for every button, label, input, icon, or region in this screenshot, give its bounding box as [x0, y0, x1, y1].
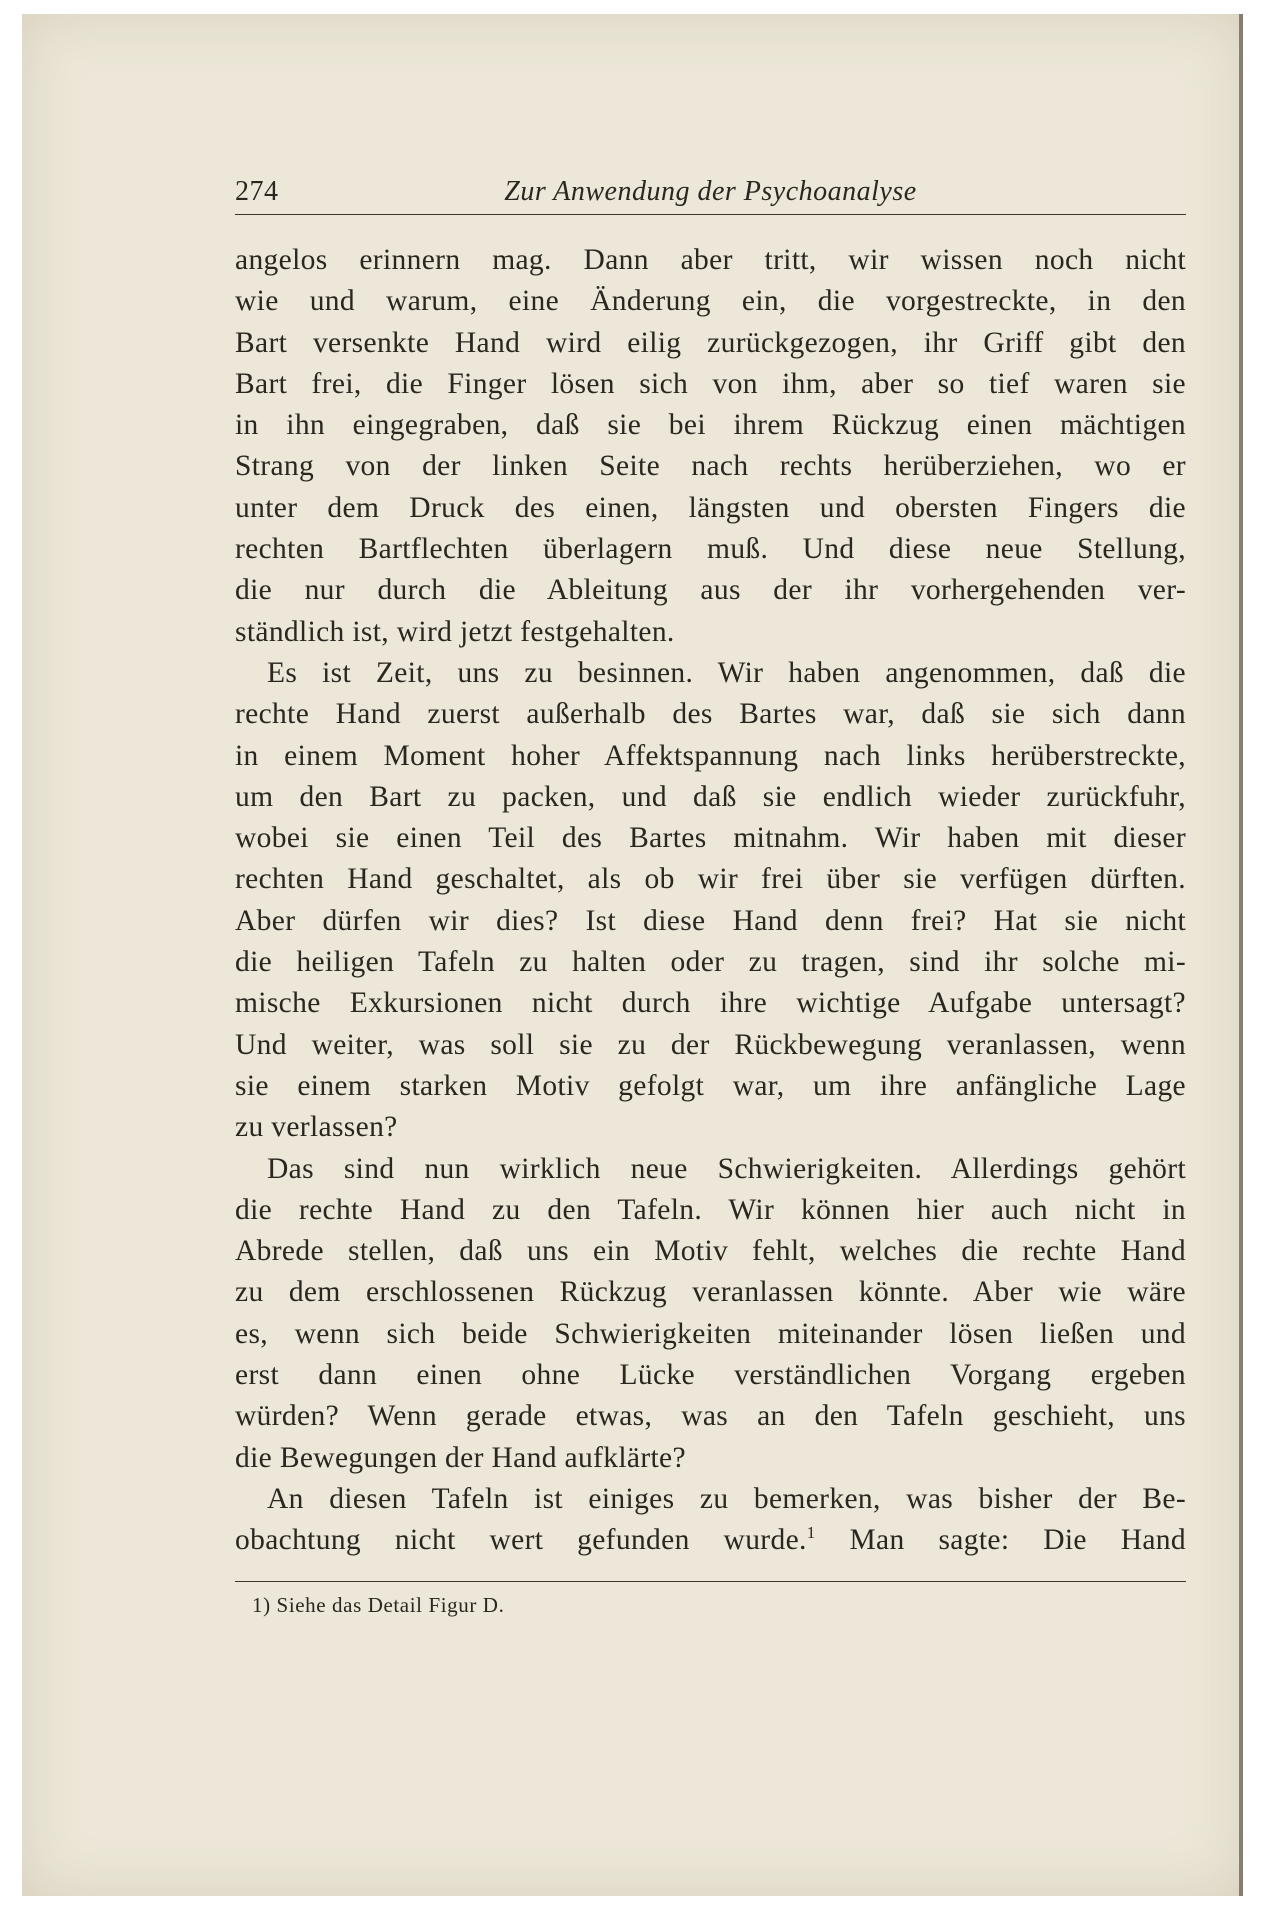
text-line: in einem Moment hoher Affektspannung nach links herüberstreckte,	[235, 739, 1186, 772]
footnote-divider	[235, 1581, 1186, 1582]
text-line: zu verlassen?	[235, 1111, 398, 1144]
text-segment: obachtung nicht wert gefunden wurde.	[235, 1524, 807, 1557]
text-line: Das sind nun wirklich neue Schwierigkeiten. Allerdings gehört	[267, 1152, 1186, 1185]
text-line: Aber dürfen wir dies? Ist diese Hand denn frei? Hat sie nicht	[235, 904, 1186, 937]
text-line: es, wenn sich beide Schwierigkeiten miteinander lösen ließen und	[235, 1317, 1186, 1350]
footnote-marker: 1	[806, 1523, 816, 1543]
text-line: wie und warum, eine Änderung ein, die vorgestreckte, in den	[235, 285, 1186, 318]
text-line	[235, 1520, 1186, 1561]
page-header	[235, 174, 1186, 215]
text-line: würden? Wenn gerade etwas, was an den Tafeln geschieht, uns	[235, 1400, 1186, 1433]
running-head: Zur Anwendung der Psychoanalyse	[504, 176, 917, 207]
text-line: erst dann einen ohne Lücke verständlichen Vorgang ergeben	[235, 1359, 1186, 1392]
page-number: 274	[235, 176, 279, 207]
book-page	[22, 14, 1243, 1896]
text-line: die Bewegungen der Hand aufklärte?	[235, 1441, 686, 1474]
text-line: angelos erinnern mag. Dann aber tritt, wir wissen noch nicht	[235, 244, 1186, 276]
paragraph-2	[235, 653, 1186, 1149]
text-line: mische Exkursionen nicht durch ihre wichtige Aufgabe untersagt?	[235, 987, 1186, 1020]
text-line: Und weiter, was soll sie zu der Rückbewegung veranlassen, wenn	[235, 1028, 1186, 1061]
text-line: rechten Bartflechten überlagern muß. Und diese neue Stellung,	[235, 533, 1186, 566]
footnote: 1) Siehe das Detail Figur D.	[252, 1593, 505, 1617]
paragraph-1	[235, 240, 1186, 653]
text-line: Es ist Zeit, uns zu besinnen. Wir haben angenommen, daß die	[267, 656, 1186, 689]
text-line: unter dem Druck des einen, längsten und obersten Fingers die	[235, 491, 1186, 524]
body-text	[235, 240, 1186, 1562]
text-line: um den Bart zu packen, und daß sie endlich wieder zurückfuhr,	[235, 780, 1186, 813]
text-line: An diesen Tafeln ist einiges zu bemerken, was bisher der Be-	[267, 1482, 1186, 1515]
text-line: wobei sie einen Teil des Bartes mitnahm. Wir haben mit dieser	[235, 822, 1186, 855]
text-line: Strang von der linken Seite nach rechts herüberziehen, wo er	[235, 450, 1186, 483]
text-line: zu dem erschlossenen Rückzug veranlassen könnte. Aber wie wäre	[235, 1276, 1186, 1309]
paragraph-4	[235, 1479, 1186, 1562]
text-line: in ihn eingegraben, daß sie bei ihrem Rückzug einen mächtigen	[235, 409, 1186, 442]
text-line: rechten Hand geschaltet, als ob wir frei über sie verfügen dürften.	[235, 863, 1186, 896]
text-line: die nur durch die Ableitung aus der ihr vorhergehenden ver-	[235, 574, 1186, 607]
text-line: ständlich ist, wird jetzt festgehalten.	[235, 615, 675, 648]
text-line: Bart frei, die Finger lösen sich von ihm, aber so tief waren sie	[235, 367, 1186, 400]
text-line: die heiligen Tafeln zu halten oder zu tragen, sind ihr solche mi-	[235, 946, 1186, 979]
text-line: sie einem starken Motiv gefolgt war, um ihre anfängliche Lage	[235, 1069, 1186, 1102]
paragraph-3	[235, 1149, 1186, 1479]
text-line: Abrede stellen, daß uns ein Motiv fehlt, welches die rechte Hand	[235, 1235, 1186, 1268]
text-line: die rechte Hand zu den Tafeln. Wir können hier auch nicht in	[235, 1193, 1186, 1226]
text-segment: Man sagte: Die Hand	[815, 1524, 1187, 1557]
text-line: rechte Hand zuerst außerhalb des Bartes war, daß sie sich dann	[235, 698, 1186, 731]
text-line: Bart versenkte Hand wird eilig zurückgezogen, ihr Griff gibt den	[235, 326, 1186, 359]
